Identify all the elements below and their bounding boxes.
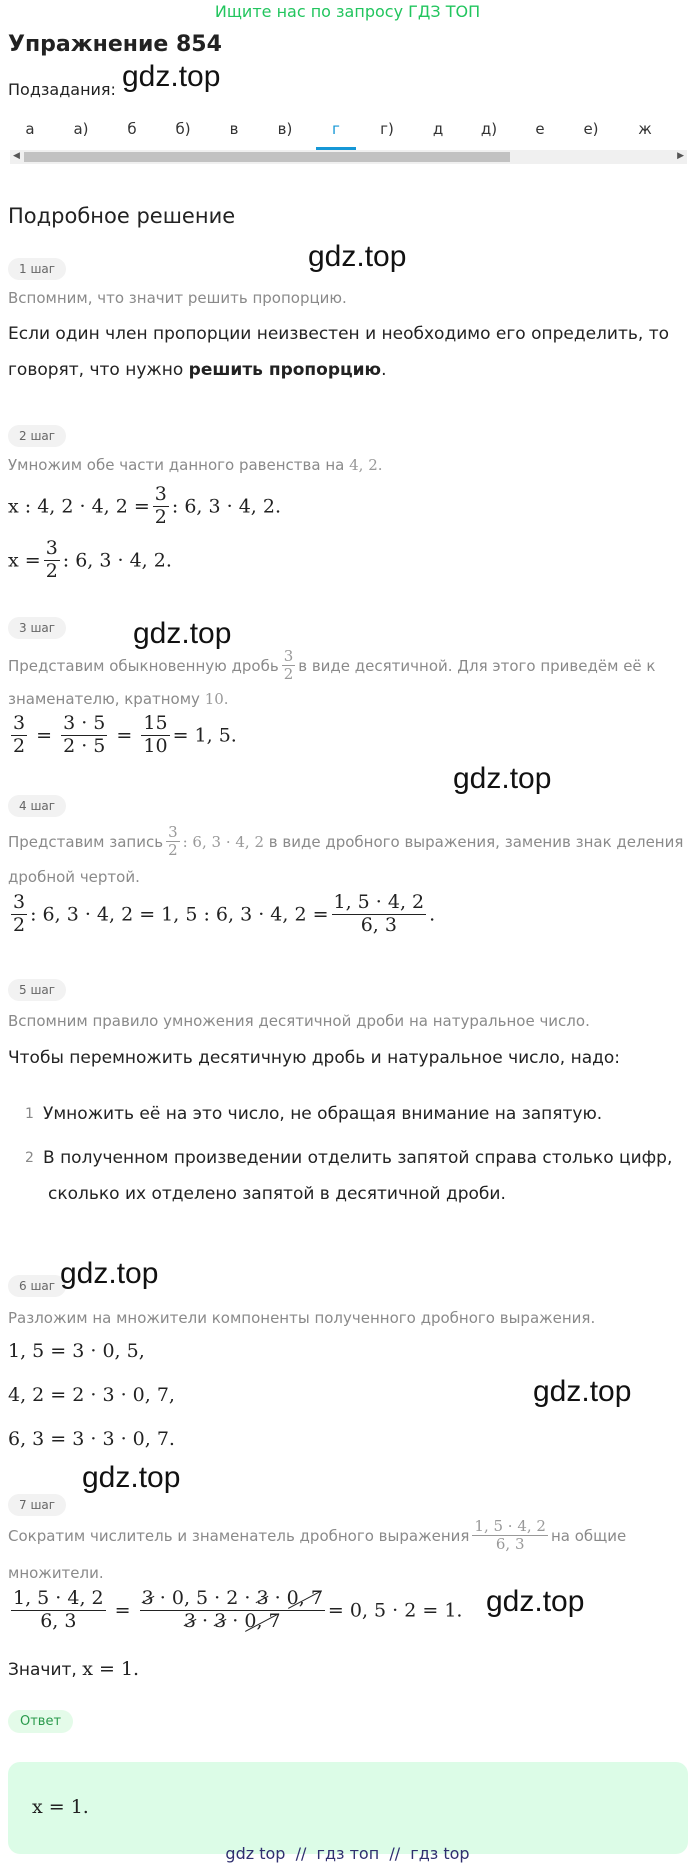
scroll-left-icon[interactable]: ◀ — [13, 151, 20, 161]
tab-zh[interactable]: ж — [638, 120, 652, 138]
scroll-thumb[interactable] — [24, 152, 510, 162]
step-2-hint: Умножим обе части данного равенства на 4, 2. — [8, 456, 383, 474]
step-5-text: Чтобы перемножить десятичную дробь и натуральное число, надо: — [8, 1048, 620, 1068]
step-4-badge: 4 шаг — [8, 795, 66, 817]
page-title: Упражнение 854 — [8, 32, 222, 57]
section-title: Подробное решение — [8, 204, 236, 228]
watermark: gdz.top — [133, 617, 232, 650]
tab-g-paren[interactable]: г) — [380, 120, 394, 138]
step-3-equation: $\frac{3}{2}$ = $\frac{3 \cdot 5}{2 \cdot 5}$ = $\frac{15}{10}$ = 1, 5. — [13, 712, 237, 757]
answer-box — [8, 1762, 688, 1854]
tabs-scrollbar[interactable] — [10, 150, 687, 164]
list-item: Умножить её на это число, не обращая внимание на запятую. — [43, 1104, 603, 1124]
watermark: gdz.top — [60, 1257, 159, 1290]
watermark: gdz.top — [122, 60, 221, 93]
step-2-equation-2: x = $\frac{3}{2}$ : 6, 3 · 4, 2. — [8, 537, 172, 582]
answer-badge: Ответ — [8, 1710, 73, 1733]
search-hint-banner: Ищите нас по запросу ГДЗ ТОП — [214, 2, 481, 21]
step-2-badge: 2 шаг — [8, 425, 66, 447]
footer-links[interactable]: gdz top // гдз топ // гдз top — [225, 1844, 470, 1863]
step-7-equation: $\frac{1, 5 \cdot 4, 2}{6, 3}$ = $\frac{3 \cdot 0, 5 \cdot 2 \cdot 3 \cdot 0, 7}{3 \cdot 3 \cdot 0, 7}$ = 0, 5 · 2 = 1. — [13, 1587, 463, 1632]
step-4-equation: $\frac{3}{2}$ : 6, 3 · 4, 2 = 1, 5 : 6, 3 · 4, 2 = $\frac{1, 5 \cdot 4, 2}{6, 3}$ . — [13, 891, 436, 936]
step-7-hint: Сократим числитель и знаменатель дробного выражения $\frac{1, 5 \cdot 4, 2}{6, 3}$ на общие — [8, 1517, 627, 1554]
step-1-text-line1: Если один член пропорции неизвестен и необходимо его определить, то — [8, 324, 669, 344]
list-item: В полученном произведении отделить запятой справа столько цифр, — [43, 1148, 673, 1168]
step-6-line3: 6, 3 = 3 · 3 · 0, 7. — [8, 1428, 175, 1450]
tab-d-paren[interactable]: д) — [480, 120, 498, 138]
step-6-hint: Разложим на множители компоненты полученного дробного выражения. — [8, 1309, 596, 1327]
step-3-hint: Представим обыкновенную дробь $\frac{3}{2}$ в виде десятичной. Для этого приведём её к — [8, 647, 656, 684]
watermark: gdz.top — [533, 1375, 632, 1408]
step-2-equation-1: x : 4, 2 · 4, 2 = $\frac{3}{2}$ : 6, 3 · 4, 2. — [8, 483, 282, 528]
step-7-conclusion: Значит, x = 1. — [8, 1658, 140, 1680]
subtasks-label: Подзадания: — [8, 80, 116, 99]
watermark: gdz.top — [453, 762, 552, 795]
tab-v[interactable]: в — [229, 120, 239, 138]
tab-b-paren[interactable]: б) — [175, 120, 191, 138]
step-4-hint-line2: дробной чертой. — [8, 868, 140, 886]
scroll-right-icon[interactable]: ▶ — [677, 151, 684, 161]
tab-e[interactable]: е — [535, 120, 545, 138]
tab-a[interactable]: а — [25, 120, 35, 138]
tab-v-paren[interactable]: в) — [277, 120, 293, 138]
step-4-hint: Представим запись $\frac{3}{2}$ : 6, 3 · 4, 2 в виде дробного выражения, заменив знак деления — [8, 823, 684, 860]
answer-value: x = 1. — [32, 1796, 89, 1818]
step-6-line1: 1, 5 = 3 · 0, 5, — [8, 1340, 145, 1362]
tab-a-paren[interactable]: а) — [73, 120, 89, 138]
tab-g-active[interactable]: г — [332, 120, 340, 138]
list-item-line2: сколько их отделено запятой в десятичной дроби. — [48, 1184, 506, 1204]
step-3-badge: 3 шаг — [8, 617, 66, 639]
step-1-badge: 1 шаг — [8, 258, 66, 280]
step-1-text-line2: говорят, что нужно решить пропорцию. — [8, 360, 387, 380]
watermark: gdz.top — [486, 1585, 585, 1618]
tab-b[interactable]: б — [127, 120, 137, 138]
watermark: gdz.top — [82, 1461, 181, 1494]
tab-d[interactable]: д — [432, 120, 444, 138]
step-3-hint-line2: знаменателю, кратному 10. — [8, 690, 229, 708]
list-item-number: 2 — [25, 1150, 34, 1166]
step-1-hint: Вспомним, что значит решить пропорцию. — [8, 289, 347, 307]
bold-term: решить пропорцию — [188, 360, 382, 380]
step-6-badge: 6 шаг — [8, 1275, 66, 1297]
list-item-number: 1 — [25, 1106, 34, 1122]
watermark: gdz.top — [308, 240, 407, 273]
subtask-tabs — [10, 116, 685, 150]
step-5-hint: Вспомним правило умножения десятичной дроби на натуральное число. — [8, 1012, 590, 1030]
step-7-badge: 7 шаг — [8, 1494, 66, 1516]
step-6-line2: 4, 2 = 2 · 3 · 0, 7, — [8, 1384, 175, 1406]
step-5-badge: 5 шаг — [8, 979, 66, 1001]
tab-e-paren[interactable]: е) — [583, 120, 599, 138]
step-7-hint-line2: множители. — [8, 1564, 104, 1582]
